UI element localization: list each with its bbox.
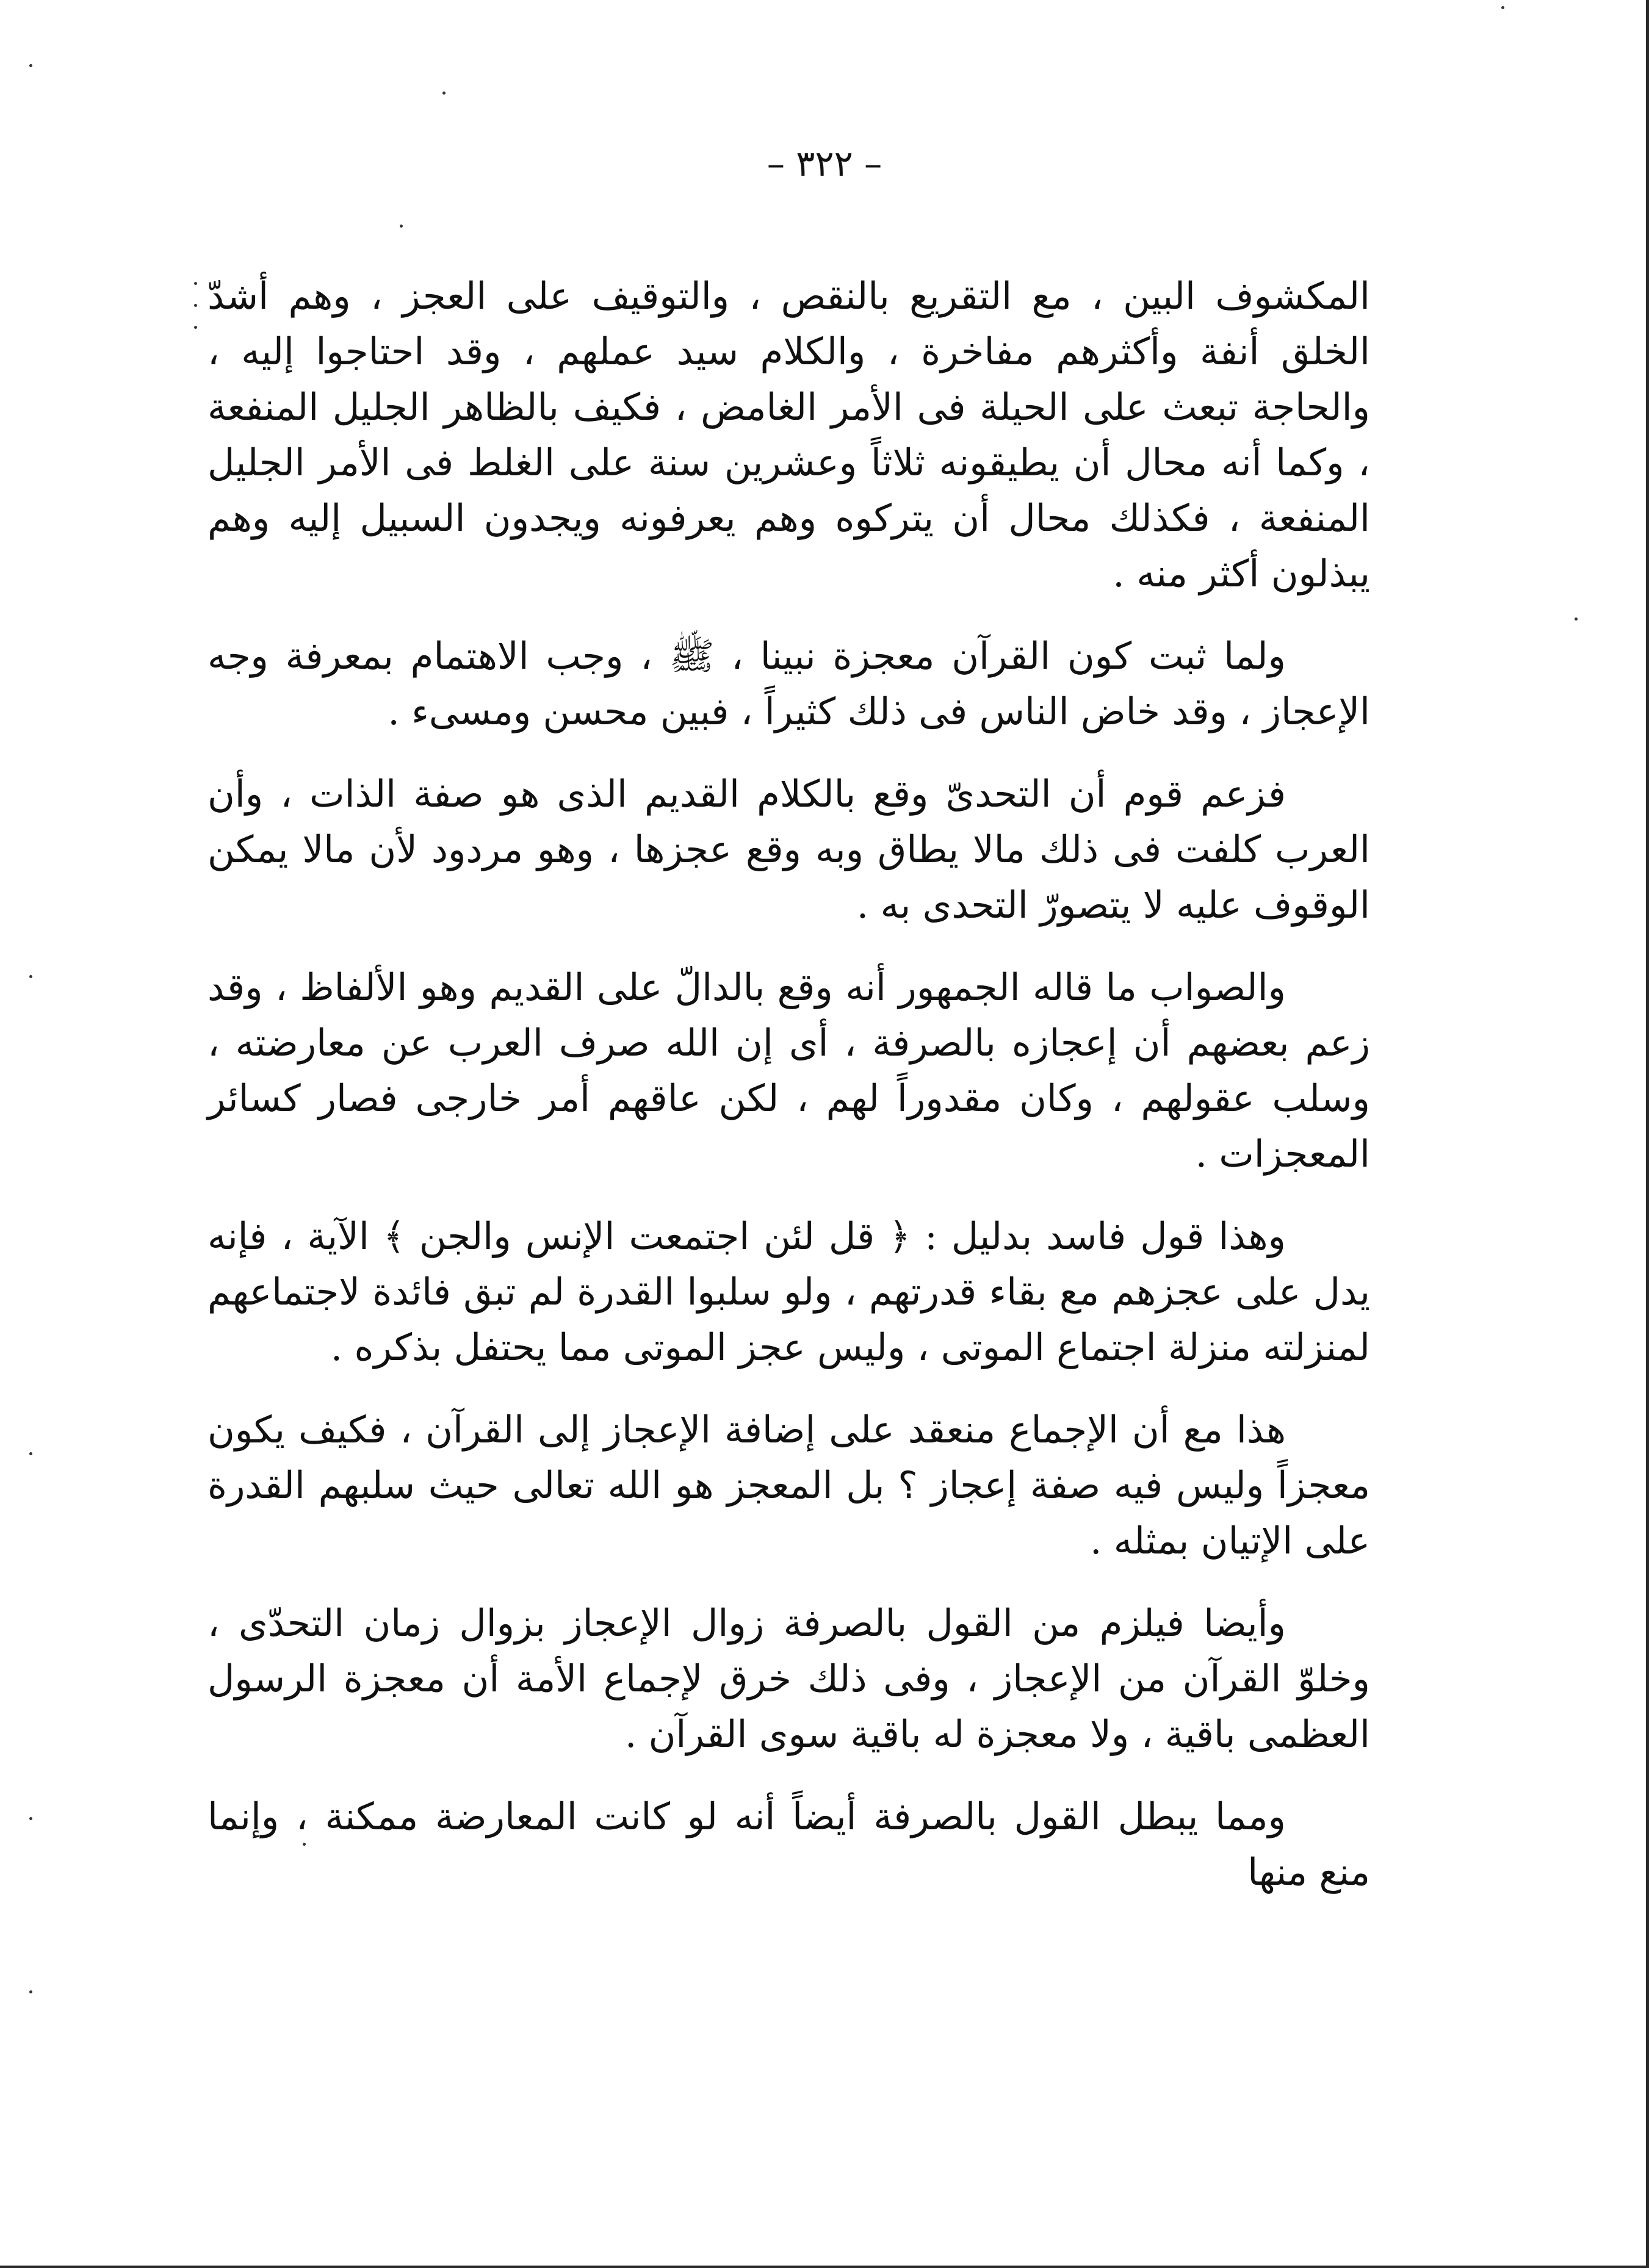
paragraph-2: ولما ثبت كون القرآن معجزة نبينا ، ﷺ ، وجب الاهتمام بمعرفة وجه الإعجاز ، وقد خاض الناس فى ذلك كثيراً ، فبين محسن ومسىء .: [207, 635, 1370, 733]
paragraph-1: المكشوف البين ، مع التقريع بالنقص ، والتوقيف على العجز ، وهم أشدّ الخلق أنفة وأكثرهم مفاخرة ، والكلام سيد عملهم ، وقد احتاجوا إليه ، والحاجة تبعث على الحيلة فى الأمر الغامض ، فكيف بالظاهر الجليل المنفعة ، وكما أنه محال أن يطيقونه ثلاثاً وعشرين سنة على الغلط فى الأمر الجليل المنفعة ، فكذلك محال أن يتركوه وهم يعرفونه ويجدون السبيل إليه وهم يبذلون أكثر منه .: [207, 275, 1370, 596]
scan-speck: [29, 1990, 32, 1993]
scan-speck: [194, 304, 197, 307]
paragraph-7: وأيضا فيلزم من القول بالصرفة زوال الإعجاز بزوال زمان التحدّى ، وخلوّ القرآن من الإعجاز ، وفى ذلك خرق لإجماع الأمة أن معجزة الرسول العظمى باقية ، ولا معجزة له باقية سوى القرآن .: [207, 1602, 1370, 1756]
scan-speck: [194, 282, 197, 285]
scan-speck: [29, 975, 32, 978]
page-number: – ٣٢٢ –: [767, 143, 882, 184]
paragraph-4: والصواب ما قاله الجمهور أنه وقع بالدالّ على القديم وهو الألفاظ ، وقد زعم بعضهم أن إعجازه بالصرفة ، أى إن الله صرف العرب عن معارضته ، وسلب عقولهم ، وكان مقدوراً لهم ، لكن عاقهم أمر خارجى فصار كسائر المعجزات .: [207, 966, 1370, 1176]
scan-speck: [303, 1843, 306, 1846]
paragraph-3: فزعم قوم أن التحدىّ وقع بالكلام القديم الذى هو صفة الذات ، وأن العرب كلفت فى ذلك مالا يطاق وبه وقع عجزها ، وهو مردود لأن مالا يمكن الوقوف عليه لا يتصورّ التحدى به .: [207, 772, 1370, 927]
scan-speck: [400, 225, 403, 228]
paragraph-6: هذا مع أن الإجماع منعقد على إضافة الإعجاز إلى القرآن ، فكيف يكون معجزاً وليس فيه صفة إعجاز ؟ بل المعجز هو الله تعالى حيث سلبهم القدرة على الإتيان بمثله .: [207, 1408, 1370, 1563]
scan-speck: [29, 64, 32, 67]
paragraph-8: ومما يبطل القول بالصرفة أيضاً أنه لو كانت المعارضة ممكنة ، وإنما منع منها: [207, 1795, 1370, 1894]
body-text: [207, 268, 1370, 1900]
scan-speck: [194, 326, 197, 329]
paragraph-5: وهذا قول فاسد بدليل : ﴿ قل لئن اجتمعت الإنس والجن ﴾ الآية ، فإنه يدل على عجزهم مع بقاء قدرتهم ، ولو سلبوا القدرة لم تبق فائدة لاجتماعهم لمنزلته منزلة اجتماع الموتى ، وليس عجز الموتى مما يحتفل بذكره .: [207, 1215, 1370, 1369]
scan-speck: [442, 92, 446, 95]
scan-speck: [29, 1817, 32, 1820]
scan-speck: [1501, 6, 1504, 9]
scan-speck: [1575, 617, 1578, 621]
scan-speck: [29, 1452, 32, 1455]
